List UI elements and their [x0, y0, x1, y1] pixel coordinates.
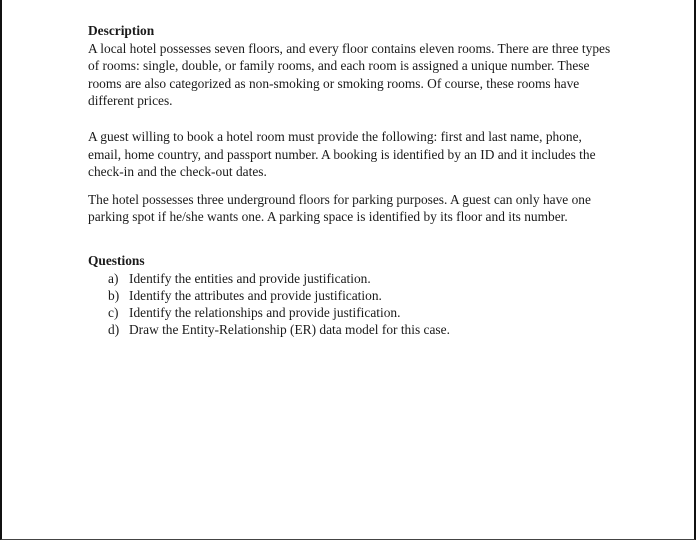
question-text: Identify the relationships and provide justification. [129, 304, 401, 320]
question-letter: a) [108, 270, 119, 286]
question-item-a [108, 270, 616, 287]
description-paragraph-2: A guest willing to book a hotel room must provide the following: first and last name, phone, email, home country, and passport number. A booking is identified by an ID and it includes the check-in and the check-out dates. [88, 128, 596, 180]
question-letter: d) [108, 322, 120, 338]
document-page [88, 22, 616, 338]
question-item-d [108, 321, 616, 338]
question-item-c [108, 304, 616, 321]
question-letter: c) [108, 304, 119, 320]
description-paragraph-3: The hotel possesses three underground floors for parking purposes. A guest can only have one parking spot if he/she wants one. A parking space is identified by its floor and its number. [88, 191, 591, 225]
description-heading: Description [88, 23, 155, 38]
question-text: Draw the Entity-Relationship (ER) data model for this case. [129, 322, 450, 338]
questions-heading: Questions [88, 252, 145, 268]
question-text: Identify the entities and provide justification. [129, 270, 371, 286]
description-paragraph-1: A local hotel possesses seven floors, and every floor contains eleven rooms. There are three types of rooms: single, double, or family rooms, and each room is assigned a unique number. These rooms are also categorized as non-smoking or smoking rooms. Of course, these rooms have different prices. [88, 40, 611, 109]
question-letter: b) [108, 287, 120, 303]
question-text: Identify the attributes and provide justification. [129, 287, 382, 303]
questions-list [88, 270, 616, 339]
question-item-b [108, 287, 616, 304]
